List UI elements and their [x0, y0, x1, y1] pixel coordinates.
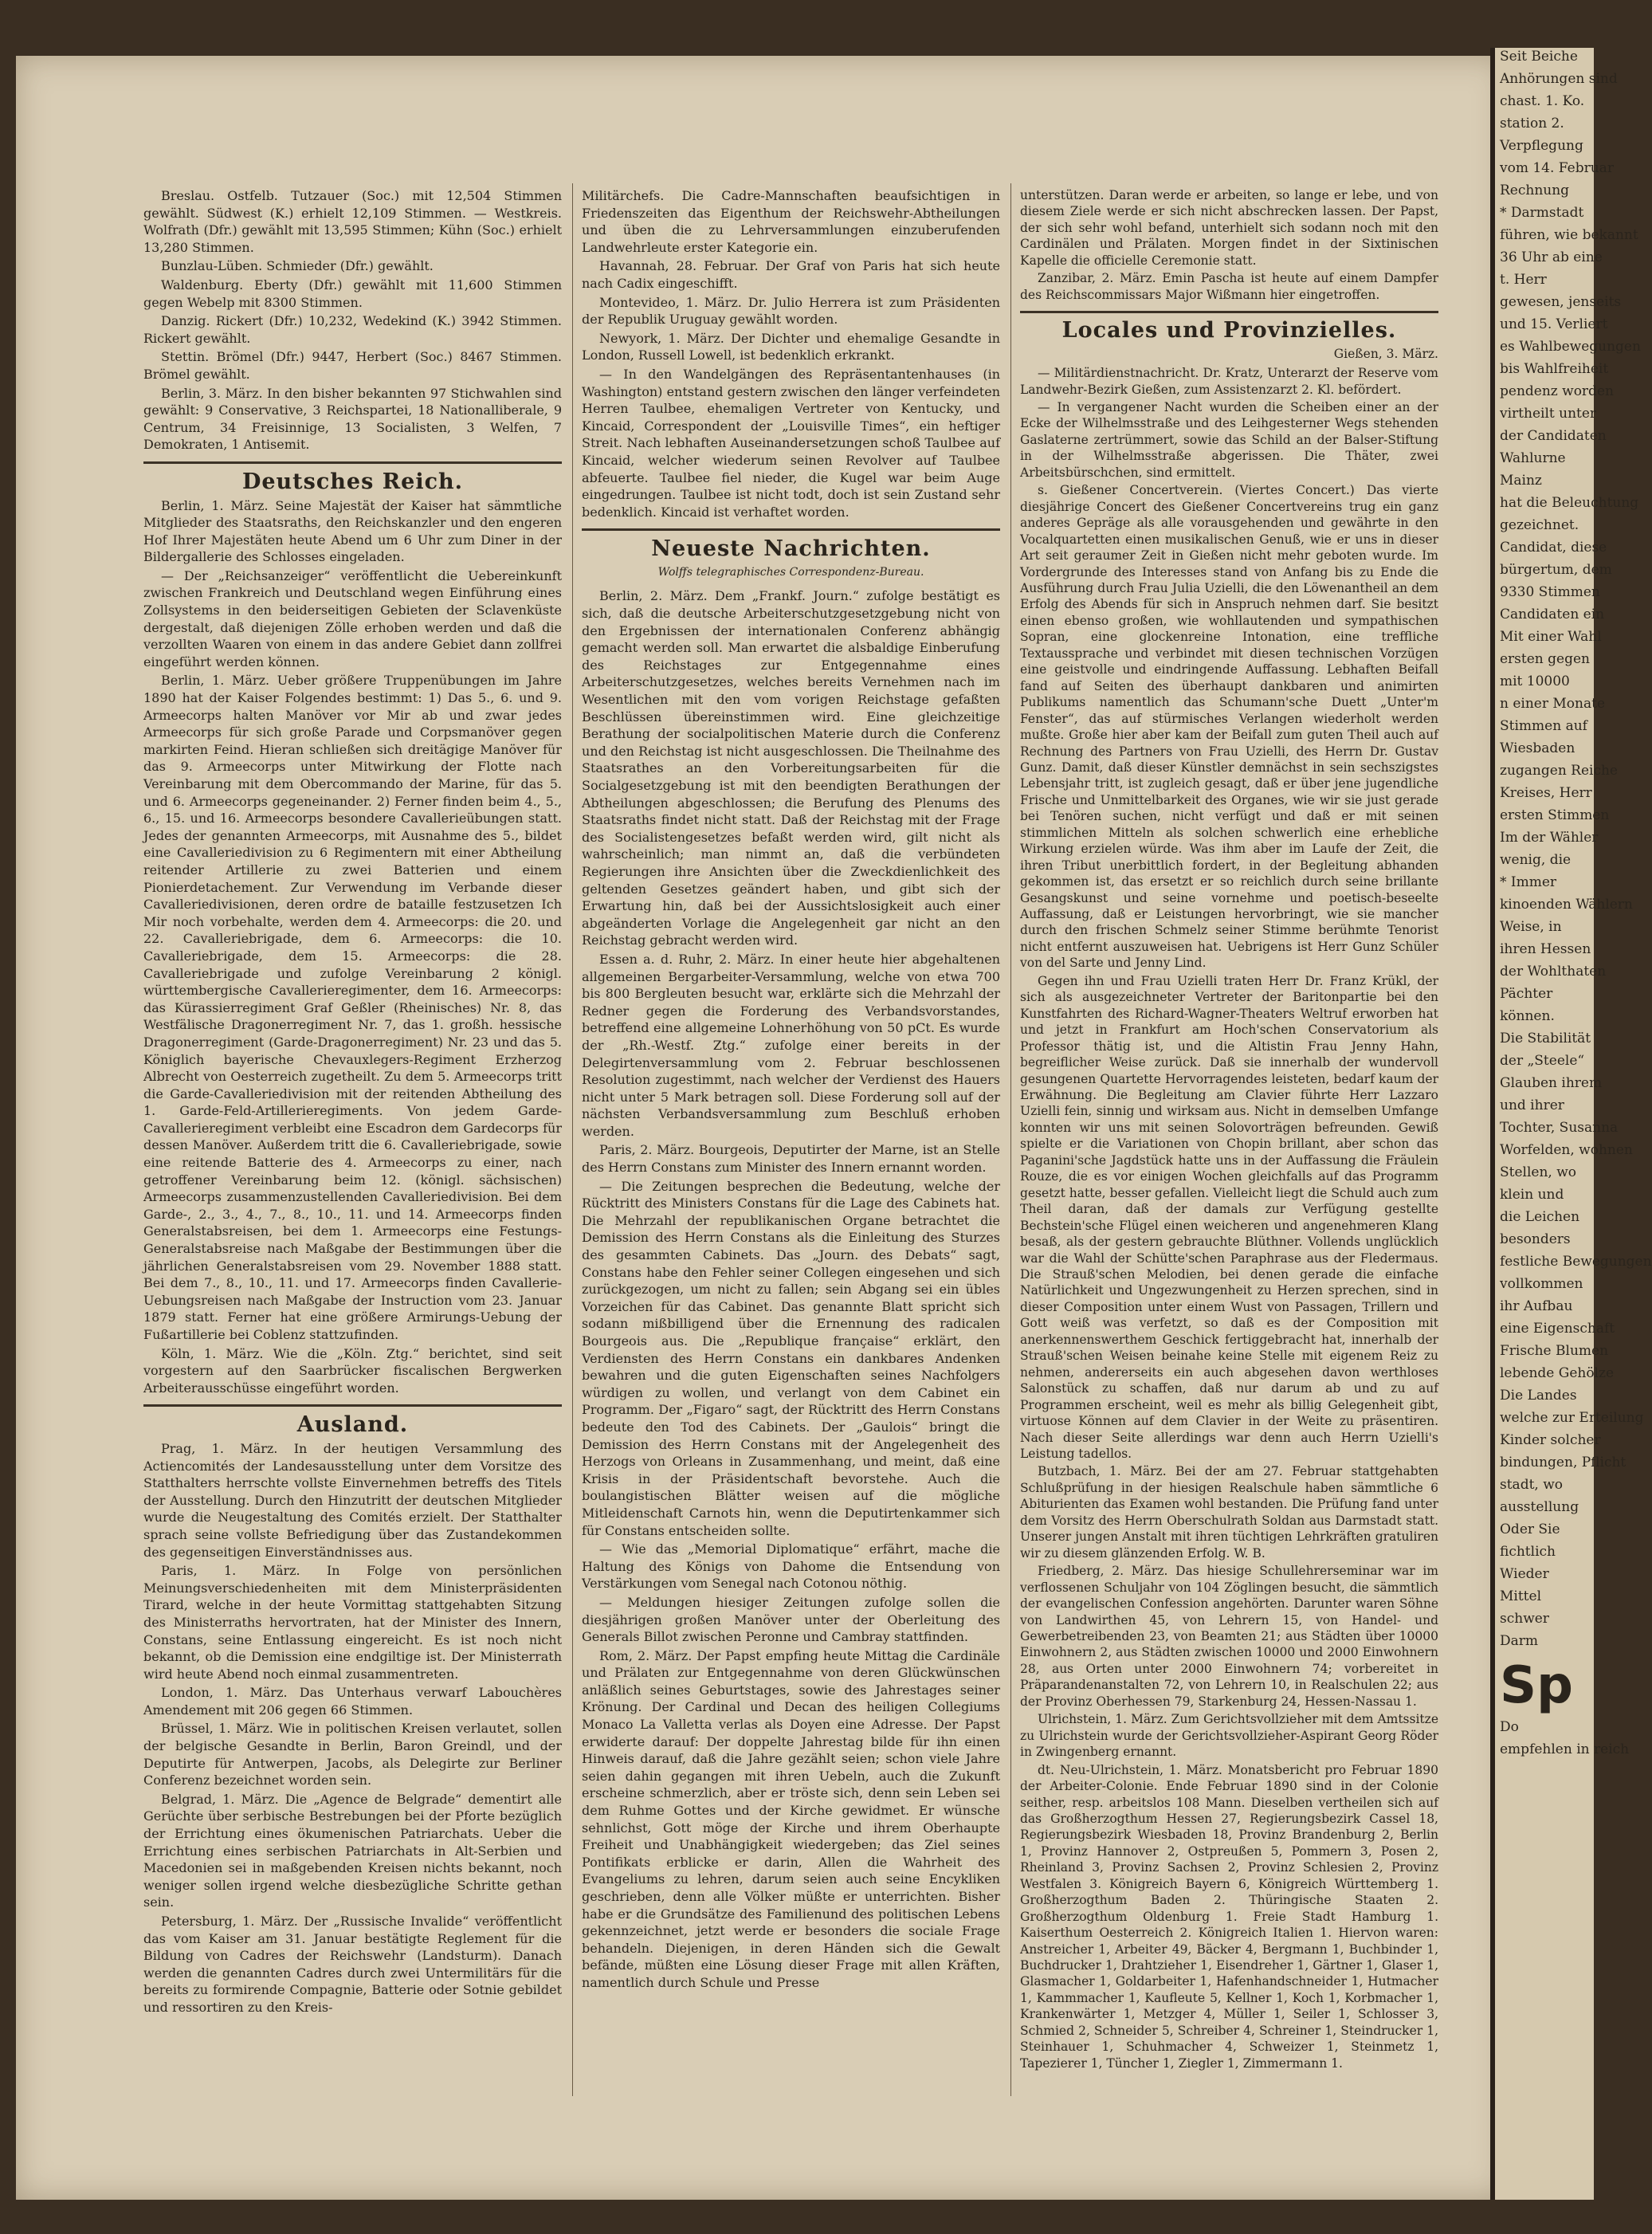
- article-paragraph: unterstützen. Daran werde er arbeiten, so lange er lebe, und von diesem Ziele werde er sich nicht abschrecken lassen. Der Papst, der sich sehr wohl befand, unterhielt sich sodann noch mit den Cardinälen und Prälaten. Morgen findet in der Sixtinischen Kapelle die officielle Ceremonie statt.: [1020, 188, 1438, 268]
- adjacent-page-fragment: zugangen Reiche: [1500, 763, 1618, 779]
- adjacent-page-fragment: und 15. Verliert: [1500, 316, 1608, 332]
- article-paragraph: — In den Wandelgängen des Repräsentantenhauses (in Washington) entstand gestern zwischen den länger verfeindeten Herren Taulbee, ehemaligen Vertreter von Kentucky, und Kincaid, Correspondent der „Louisville Times“, ein heftiger Streit. Nach lebhaften Auseinandersetzungen schoß Taulbee auf Kincaid, welcher wiederum seinen Revolver auf Taulbee abfeuerte. Taulbee fiel nieder, die Kugel war beim Auge eingedrungen. Taulbee ist nicht todt, doch ist sein Zustand sehr bedenklich. Kincaid ist verhaftet worden.: [582, 366, 1000, 520]
- adjacent-page-fragment: Sp: [1500, 1656, 1573, 1715]
- adjacent-page-fragment: Im der Wähler: [1500, 830, 1599, 846]
- election-results: [143, 187, 562, 453]
- adjacent-page-fragment: Anhörungen sind: [1500, 71, 1618, 87]
- adjacent-page-fragment: Seit Beiche: [1500, 49, 1578, 65]
- adjacent-page-fragment: vollkommen: [1500, 1276, 1583, 1292]
- article-paragraph: Petersburg, 1. März. Der „Russische Invalide“ veröffentlicht das vom Kaiser am 31. Januar bestätigte Reglement für die Bildung von Cadres der Reichswehr (Landsturm). Danach werden die genannten Cadres durch zwei Untermilitärs für die bereits zu formirende Compagnie, Batterie oder Sotnie gebildet und ressortiren zu den Kreis-: [143, 1914, 562, 2015]
- adjacent-page-fragment: und ihrer: [1500, 1097, 1564, 1113]
- article-paragraph: Brüssel, 1. März. Wie in politischen Kreisen verlautet, sollen der belgische Gesandte in Berlin, Baron Greindl, und der Deputirte für Antwerpen, Jacobs, als Delegirte zur Berliner Conferenz bezeichnet worden sein.: [143, 1721, 562, 1788]
- adjacent-page-fragment: Mittel: [1500, 1588, 1542, 1604]
- adjacent-page-fragment: besonders: [1500, 1231, 1571, 1247]
- article-paragraph: — Meldungen hiesiger Zeitungen zufolge sollen die diesjährigen großen Manöver unter der Oberleitung des Generals Billot zwischen Peronne und Cambray stattfinden.: [582, 1594, 1000, 1645]
- adjacent-page-fragment: chast. 1. Ko.: [1500, 93, 1585, 109]
- adjacent-page-fragment: Mainz: [1500, 473, 1542, 489]
- adjacent-page-fragment: der „Steele“: [1500, 1053, 1585, 1069]
- adjacent-page-fragment: station 2.: [1500, 116, 1564, 132]
- article-paragraph: Friedberg, 2. März. Das hiesige Schullehrerseminar war im verflossenen Schuljahr von 104 Zöglingen besucht, die sämmtlich der evangelischen Confession angehörten. Darunter waren Söhne von Landwirthen 45, von Lehrern 15, von Handel- und Gewerbetreibenden 23, von Beamten 21; aus Städten über 10000 Einwohnern 2, aus Städten zwischen 10000 und 2000 Einwohnern 28, aus Orten unter 2000 Einwohnern 74; vorbereitet in Präparandenanstalten 72, von Lehrern 10, in Realschulen 22; aus der Provinz Oberhessen 79, Starkenburg 24, Hessen-Nassau 1.: [1020, 1564, 1438, 1709]
- adjacent-page-fragment: pendenz worden: [1500, 383, 1614, 399]
- section-title-deutsches-reich: Deutsches Reich.: [241, 469, 464, 494]
- adjacent-page-fragment: können.: [1500, 1008, 1555, 1024]
- adjacent-page-fragment: Worfelden, wohnen: [1500, 1142, 1633, 1158]
- adjacent-page-fragment: Darm: [1500, 1633, 1539, 1649]
- article-paragraph: Paris, 2. März. Bourgeois, Deputirter der Marne, ist an Stelle des Herrn Constans zum Minister des Innern ernannt worden.: [582, 1142, 1000, 1176]
- adjacent-page-fragment: schwer: [1500, 1611, 1549, 1627]
- adjacent-page-fragment: wenig, die: [1500, 852, 1572, 868]
- dateline-giessen: Gießen, 3. März.: [1333, 346, 1438, 361]
- adjacent-page-fragment: der Wohlthaten: [1500, 964, 1607, 980]
- adjacent-page-fragment: führen, wie bekannt: [1500, 227, 1638, 243]
- adjacent-page-fragment: lebende Gehölze: [1500, 1365, 1615, 1381]
- adjacent-page-fragment: hat die Beleuchtung: [1500, 495, 1639, 511]
- adjacent-page-fragment: Verpflegung: [1500, 138, 1583, 154]
- section-divider: [582, 528, 1000, 531]
- adjacent-page-fragment: n einer Monate: [1500, 696, 1606, 712]
- adjacent-page-fragment: Candidaten ein: [1500, 607, 1605, 622]
- adjacent-page-fragment: vom 14. Februar: [1500, 160, 1614, 176]
- article-paragraph: Berlin, 2. März. Dem „Frankf. Journ.“ zufolge bestätigt es sich, daß die deutsche Arbeiterschutzgesetzgebung nicht von den Ergebnissen der internationalen Conferenz abhängig gemacht werden soll. Man erwartet die alsbaldige Einberufung des Reichstages zur Entgegennahme eines Arbeiterschutzgesetzes, welches bereits Vernehmen nach im Wesentlichen mit den vom vorigen Reichstage gefaßten Beschlüssen übereinstimmen wird. Eine gleichzeitige Berathung der socialpolitischen Materie durch die Conferenz und den Reichstag ist nicht ausgeschlossen. Die Theilnahme des Staatsrathes an den Vorbereitungsarbeiten für die Socialgesetzgebung ist mit den beendigten Berathungen der Abtheilungen abgeschlossen; die Berufung des Plenums des Staatsraths findet nicht statt. Daß der Reichstag mit der Frage des Socialistengesetzes befaßt werden wird, gilt nicht als wahrscheinlich; man nimmt an, daß die verbündeten Regierungen ihre Ansichten über die Zweckdienlichkeit des geltenden Gesetzes geändert haben, und gibt sich der Erwartung hin, daß bei der Aussichtslosigkeit auch einer abgeänderten Vorlage die Angelegenheit gar nicht an den Reichstag gebracht werden wird.: [582, 588, 1000, 948]
- article-paragraph: s. Gießener Concertverein. (Viertes Concert.) Das vierte diesjährige Concert des Gießener Concertvereins trug ein ganz anderes Gepräge als alle vorausgehenden und gewährte in den Vocalquartetten einen musikalischen Genuß, wie er uns in dieser Art seit geraumer Zeit in Gießen nicht mehr geboten wurde. Im Vordergrunde des Interesses stand von Anfang bis zu Ende die Ausführung durch Frau Julia Uzielli, die den Löwenantheil an dem Erfolg des Abends für sich in Anspruch nehmen darf. Sie besitzt einen ebenso großen, wie wohllautenden und sympathischen Sopran, eine glockenreine Intonation, eine treffliche Textaussprache und verbindet mit diesen technischen Vorzügen eine geistvolle und eindringende Auffassung. Lebhaften Beifall fand auf Seiten des überhaupt dankbaren und animirten Publikums namentlich das Schumann'sche Duett „Unter'm Fenster“, das auf stürmisches Verlangen wiederholt werden mußte. Große hier aber kam der Beifall zum guten Theil auch auf Rechnung des Partners von Frau Uzielli, des Herrn Dr. Gustav Gunz. Damit, daß dieser Künstler demnächst in sein sechszigstes Lebensjahr tritt, ist zugleich gesagt, daß er über jene jugendliche Frische und Unmittelbarkeit des Organes, wie wir sie just gerade bei Tenören suchen, nicht verfügt und daß er mit seinen stimmlichen Mitteln als solchen schwerlich eine erhebliche Wirkung erzielen würde. Was ihm aber im Laufe der Zeit, die ihren Tribut unerbittlich fordert, in der Begleitung abhanden gekommen ist, das ersetzt er so reichlich durch seine brillante Gesangskunst und seine vornehme und poetisch-beseelte Auffassung, daß er Leistungen hervorbringt, wie sie mancher durch den frischen Schmelz seiner Stimme berühmte Tenorist nicht entfernt auszuweisen hat. Uebrigens ist Herr Gunz Schüler von del Sarte und Jenny Lind.: [1020, 483, 1438, 971]
- ausland-articles: [143, 1440, 562, 2016]
- article-paragraph: — In vergangener Nacht wurden die Scheiben einer an der Ecke der Wilhelmsstraße und des Leihgesterner Wegs stehenden Gaslaterne zertrümmert, sowie das Schild an der Balser-Stiftung in der Wilhelmsstraße abgerissen. Die Thäter, zwei Arbeitsbürschchen, sind ermittelt.: [1020, 399, 1438, 480]
- article-paragraph: — Der „Reichsanzeiger“ veröffentlicht die Uebereinkunft zwischen Frankreich und Deutschland wegen Einführung eines Zollsystems in den beiderseitigen Gebieten der Sclavenküste dergestalt, daß diejenigen Zölle erhoben werden und daß die verzollten Waaren von einem in das andere Gebiet dann zollfrei eingeführt werden können.: [143, 567, 562, 669]
- section-divider: [1020, 311, 1438, 313]
- adjacent-page-edge: [1490, 48, 1652, 2200]
- adjacent-page-fragment: 36 Uhr ab eine: [1500, 249, 1603, 265]
- adjacent-page-fragment: die Leichen: [1500, 1209, 1580, 1225]
- adjacent-page-fragment: Stimmen auf: [1500, 718, 1587, 734]
- adjacent-page-fragment: es Wahlbewegungen: [1500, 339, 1641, 355]
- article-paragraph: Militärchefs. Die Cadre-Mannschaften beaufsichtigen in Friedenszeiten das Eigenthum der Reichswehr-Abtheilungen und üben die zu Lehrversammlungen einzuberufenden Landwehrleute erster Kategorie ein.: [582, 188, 1000, 255]
- adjacent-page-fragment: Do: [1500, 1719, 1519, 1735]
- article-paragraph: Berlin, 1. März. Ueber größere Truppenübungen im Jahre 1890 hat der Kaiser Folgendes bestimmt: 1) Das 5., 6. und 9. Armeecorps halten Manöver vor Mir ab und zwar jedes Armeecorps für sich große Parade und Corpsmanöver gegen markirten Feind. Hieran schließen sich dreitägige Manöver für das 9. Armeecorps unter Mitwirkung der Flotte nach Vereinbarung mit dem Obercommando der Marine, für das 5. und 6. Armeecorps gegeneinander. 2) Ferner finden beim 4., 5., 6., 15. und 16. Armeecorps besondere Cavallerieübungen statt. Jedes der genannten Armeecorps, mit Ausnahme des 5., bildet eine Cavalleriedivision zu 6 Regimentern mit einer Abtheilung reitender Artillerie zu zwei Batterien und einem Pionierdetachement. Zur Verwendung im Verbande dieser Cavalleriedivisionen, deren ordre de bataille festzusetzen Ich Mir noch vorbehalte, werden dem 4. Armeecorps: die 20. und 22. Cavalleriebrigade, dem 6. Armeecorps: die 10. Cavalleriebrigade, dem 15. Armeecorps: die 28. Cavalleriebrigade und zufolge Vereinbarung 2 königl. württembergische Cavallerieregimenter, dem 16. Armeecorps: das Kürassierregiment Graf Geßler (Rheinisches) Nr. 8, das Westfälische Dragonerregiment Nr. 7, das 1. großh. hessische Dragonerregiment (Garde-Dragonerregiment) Nr. 23 und das 5. Königlich bayerische Chevauxlegers-Regiment Erzherzog Albrecht von Oesterreich zugetheilt. Zu dem 5. Armeecorps tritt die Garde-Cavalleriedivision mit der reitenden Abtheilung des 1. Garde-Feld-Artillerieregiments. Von jedem Garde-Cavallerieregiment verbleibt eine Escadron dem Gardecorps für dessen Manöver. Außerdem tritt die 6. Cavalleriebrigade, sowie eine reitende Batterie des 4. Armeecorps zu einer, nach getroffener Vereinbarung beim 12. (königl. sächsischen) Armeecorps zusammenzustellenden Cavalleriedivision. Bei dem Garde-, 2., 3., 4., 7., 8., 10., 11. und 14. Armeecorps finden Generalstabsreisen, bei dem 1. Armeecorps eine Festungs-Generalstabsreise nach Maßgabe der Bestimmungen über die jährlichen Generalstabsreisen vom 29. November 1888 statt. Bei dem 7., 8., 10., 11. und 17. Armeecorps finden Cavallerie-Uebungsreisen nach Maßgabe der Instruction vom 23. Januar 1879 statt. Ferner hat eine größere Armirungs-Uebung der Fußartillerie bei Coblenz stattzufinden.: [143, 673, 562, 1342]
- column-3: [1020, 187, 1438, 2073]
- election-paragraph: Bunzlau-Lüben. Schmieder (Dfr.) gewählt.: [161, 258, 434, 274]
- article-paragraph: Montevideo, 1. März. Dr. Julio Herrera ist zum Präsidenten der Republik Uruguay gewählt worden.: [582, 294, 1000, 328]
- adjacent-page-fragment: t. Herr: [1500, 272, 1547, 288]
- adjacent-page-fragment: Wieder: [1500, 1566, 1549, 1582]
- article-paragraph: Ulrichstein, 1. März. Zum Gerichtsvollzieher mit dem Amtssitze zu Ulrichstein wurde der Gerichtsvollzieher-Aspirant Georg Röder in Zwingenberg ernannt.: [1020, 1712, 1438, 1760]
- article-paragraph: Berlin, 1. März. Seine Majestät der Kaiser hat sämmtliche Mitglieder des Staatsraths, den Reichskanzler und den engeren Hof Ihrer Majestäten heute Abend um 6 Uhr zum Diner in der Bildergallerie des Schlosses eingeladen.: [143, 497, 562, 565]
- adjacent-page-fragment: Die Stabilität: [1500, 1031, 1591, 1046]
- column-rule-2: [1010, 183, 1011, 2096]
- election-paragraph: Breslau. Ostfelb. Tutzauer (Soc.) mit 12,504 Stimmen gewählt. Südwest (K.) erhielt 12,109 Stimmen. — Westkreis. Wolfrath (Dfr.) gewählt mit 13,595 Stimmen; Kühn (Soc.) erhielt 13,280 Stimmen.: [143, 188, 562, 255]
- adjacent-page-fragment: fichtlich: [1500, 1544, 1556, 1560]
- article-paragraph: Köln, 1. März. Wie die „Köln. Ztg.“ berichtet, sind seit vorgestern auf den Saarbrücker fiscalischen Bergwerken Arbeiterausschüsse eingeführt worden.: [143, 1345, 562, 1396]
- article-paragraph: Zanzibar, 2. März. Emin Pascha ist heute auf einem Dampfer des Reichscommissars Major Wißmann hier eingetroffen.: [1020, 271, 1438, 302]
- article-paragraph: Belgrad, 1. März. Die „Agence de Belgrade“ dementirt alle Gerüchte über serbische Bestrebungen bei der Pforte bezüglich der Errichtung eines ökumenischen Patriarchats. Ueber die Errichtung eines serbischen Patriarchats in Alt-Serbien und Macedonien sei in maßgebenden Kreisen nichts bekannt, noch weniger sollen irgend welche diesbezügliche Schritte gethan sein.: [143, 1791, 562, 1910]
- adjacent-page-fragment: Weise, in: [1500, 919, 1562, 935]
- adjacent-page-fragment: empfehlen in reich: [1500, 1741, 1630, 1757]
- adjacent-page-fragment: Mit einer Wahl: [1500, 629, 1602, 645]
- locales-articles: [1020, 365, 1438, 2071]
- adjacent-page-fragment: der Candidaten: [1500, 428, 1607, 444]
- article-paragraph: dt. Neu-Ulrichstein, 1. März. Monatsbericht pro Februar 1890 der Arbeiter-Colonie. Ende Februar 1890 sind in der Colonie seither, resp. arbeitslos 108 Mann. Dieselben vertheilen sich auf das Großherzogthum Hessen 27, Regierungsbezirk Cassel 18, Regierungsbezirk Wiesbaden 18, Provinz Brandenburg 2, Berlin 1, Provinz Hannover 2, Ostpreußen 5, Pommern 3, Posen 2, Rheinland 3, Provinz Sachsen 2, Provinz Schlesien 2, Provinz Westfalen 3. Königreich Bayern 6, Königreich Württemberg 1. Großherzogthum Baden 2. Thüringische Staaten 2. Großherzogthum Oldenburg 1. Freie Stadt Hamburg 1. Kaiserthum Oesterreich 2. Königreich Italien 1. Hiervon waren: Anstreicher 1, Arbeiter 49, Bäcker 4, Bergmann 1, Buchbinder 1, Buchdrucker 1, Drahtzieher 1, Eisendreher 1, Gärtner 1, Glaser 1, Glasmacher 1, Goldarbeiter 1, Hafenhandschneider 1, Hutmacher 1, Kammmacher 1, Kaufleute 5, Kellner 1, Koch 1, Korbmacher 1, Krankenwärter 1, Metzger 4, Müller 1, Seiler 1, Schlosser 3, Schmied 2, Schneider 5, Schreiber 4, Schreiner 1, Steindrucker 1, Steinhauer 1, Schuhmacher 4, Schweizer 1, Steinmetz 1, Tapezierer 1, Tüncher 1, Ziegler 1, Zimmermann 1.: [1020, 1762, 1438, 2071]
- adjacent-page-fragment: ihren Hessen: [1500, 941, 1591, 957]
- article-paragraph: — Die Zeitungen besprechen die Bedeutung, welche der Rücktritt des Ministers Constans für die Lage des Cabinets hat. Die Mehrzahl der republikanischen Organe betrachtet die Demission des Herrn Constans als die Einleitung des Sturzes des gesammten Cabinets. Das „Journ. des Debats“ sagt, Constans habe den Fehler seiner Collegen eingesehen und sich zurückgezogen, um nicht zu fallen; sein Abgang sei ein übles Vorzeichen für das Cabinet. Das genannte Blatt spricht sich sodann mißbilligend über die Ernennung des radicalen Bourgeois aus. Die „Republique française“ erklärt, den Verdiensten des Herrn Constans ein dankbares Andenken bewahren und die guten Eigenschaften seines Nachfolgers würdigen zu wollen, und verlangt von dem Cabinet ein Programm. Der „Figaro“ sagt, der Rücktritt des Herrn Constans bedeute den Tod des Cabinets. Der „Gaulois“ bringt die Demission des Herrn Constans mit der Angelegenheit des Herzogs von Orleans in Zusammenhang, und meint, daß eine Krisis in der Präsidentschaft bevorstehe. Auch die boulangistischen Blätter weisen auf die mögliche Mitleidenschaft Carnots hin, wenn die Deputirtenkammer sich für Constans entscheiden sollte.: [582, 1178, 1000, 1538]
- article-paragraph: Paris, 1. März. In Folge von persönlichen Meinungsverschiedenheiten mit dem Ministerpräsidenten Tirard, welche in der heute Vormittag stattgehabten Sitzung des Ministerraths hervortraten, hat der Minister des Innern, Constans, seine Entlassung eingereicht. Es ist noch nicht bekannt, ob die Demission eine endgiltige ist. Der Ministerrath wird heute Abend noch einmal zusammentreten.: [143, 1563, 562, 1682]
- section-subtitle-wolff-bureau: Wolffs telegraphisches Correspondenz-Bureau.: [657, 565, 924, 579]
- section-divider: [143, 1404, 562, 1407]
- adjacent-page-fragment: * Immer: [1500, 874, 1557, 890]
- adjacent-page-fragment: eine Eigenschaft: [1500, 1321, 1615, 1337]
- section-title-neueste-nachrichten: Neueste Nachrichten.: [651, 536, 931, 562]
- rome-zanzibar-news: [1020, 187, 1438, 303]
- election-paragraph: Berlin, 3. März. In den bisher bekannten 97 Stichwahlen sind gewählt: 9 Conservative, 3 Reichspartei, 18 Nationalliberale, 9 Centrum, 34 Freisinnige, 13 Socialisten, 3 Welfen, 7 Demokraten, 1 Antisemit.: [143, 385, 562, 453]
- adjacent-page-fragment: Die Landes: [1500, 1388, 1577, 1404]
- adjacent-page-fragment: Frische Blumen: [1500, 1343, 1609, 1359]
- article-paragraph: — Wie das „Memorial Diplomatique“ erfährt, mache die Haltung des Königs von Dahome die Entsendung von Verstärkungen vom Senegal nach Cotonou nöthig.: [582, 1541, 1000, 1592]
- adjacent-page-fragment: * Darmstadt: [1500, 205, 1584, 221]
- deutsches-reich-articles: [143, 497, 562, 1397]
- election-paragraph: Waldenburg. Eberty (Dfr.) gewählt mit 11,600 Stimmen gegen Webelp mit 8300 Stimmen.: [143, 277, 562, 310]
- adjacent-page-fragment: Pächter: [1500, 986, 1553, 1002]
- article-paragraph: Newyork, 1. März. Der Dichter und ehemalige Gesandte in London, Russell Lowell, ist bedenklich erkrankt.: [582, 330, 1000, 363]
- adjacent-page-fragment: welche zur Erteilung: [1500, 1410, 1644, 1426]
- adjacent-page-fragment: klein und: [1500, 1187, 1564, 1203]
- adjacent-page-fragment: gezeichnet.: [1500, 517, 1579, 533]
- article-paragraph: Butzbach, 1. März. Bei der am 27. Februar stattgehabten Schlußprüfung in der hiesigen Realschule haben sämmtliche 6 Abiturienten das Examen wohl bestanden. Die Prüfung fand unter dem Vorsitz des Herrn Oberschulrath Soldan aus Darmstadt statt. Unserer jungen Anstalt mit ihren tüchtigen Lehrkräften gratuliren wir zu diesem glänzenden Erfolg. W. B.: [1020, 1464, 1438, 1561]
- adjacent-page-fragment: Stellen, wo: [1500, 1164, 1577, 1180]
- article-paragraph: London, 1. März. Das Unterhaus verwarf Labouchères Amendement mit 206 gegen 66 Stimmen.: [143, 1685, 562, 1718]
- adjacent-page-fragment: gewesen, jenseits: [1500, 294, 1622, 310]
- adjacent-page-fragment: ihr Aufbau: [1500, 1298, 1573, 1314]
- column-1: [143, 187, 562, 2018]
- article-paragraph: — Militärdienstnachricht. Dr. Kratz, Unterarzt der Reserve vom Landwehr-Bezirk Gießen, zum Assistenzarzt 2. Kl. befördert.: [1020, 366, 1438, 397]
- adjacent-page-fragment: bindungen, Pflicht: [1500, 1455, 1626, 1470]
- adjacent-page-fragment: Tochter, Susanna: [1500, 1120, 1619, 1136]
- article-paragraph: Prag, 1. März. In der heutigen Versammlung des Actiencomités der Landesausstellung unter dem Vorsitze des Statthalters herrschte vollste Einvernehmen betreffs des Titels der Ausstellung. Durch den Hinzutritt der deutschen Mitglieder wurde die Neugestaltung des Comités erzielt. Der Statthalter sprach seine vollste Befriedigung über das Zustandekommen des gegenseitigen Einverständnisses aus.: [143, 1440, 562, 1560]
- neueste-nachrichten-articles: [582, 587, 1000, 1991]
- adjacent-page-fragment: stadt, wo: [1500, 1477, 1563, 1493]
- adjacent-page-fragment: Oder Sie: [1500, 1521, 1560, 1537]
- adjacent-page-fragment: ersten gegen: [1500, 651, 1590, 667]
- adjacent-page-fragment: ausstellung: [1500, 1499, 1579, 1515]
- adjacent-page-fragment: bürgertum, dem: [1500, 562, 1612, 578]
- election-paragraph: Stettin. Brömel (Dfr.) 9447, Herbert (Soc.) 8467 Stimmen. Brömel gewählt.: [143, 349, 562, 382]
- adjacent-page-fragment: festliche Bewegungen: [1500, 1254, 1652, 1270]
- section-title-ausland: Ausland.: [296, 1412, 409, 1438]
- column-2: [582, 187, 1000, 1993]
- adjacent-page-fragment: ersten Stimmen: [1500, 807, 1610, 823]
- article-paragraph: Havannah, 28. Februar. Der Graf von Paris hat sich heute nach Cadix eingeschifft.: [582, 258, 1000, 291]
- adjacent-page-fragments: [1495, 48, 1652, 1758]
- adjacent-page-fragment: Kinder solcher: [1500, 1432, 1601, 1448]
- adjacent-page-fragment: Wiesbaden: [1500, 740, 1575, 756]
- adjacent-page-fragment: mit 10000: [1500, 673, 1570, 689]
- election-paragraph: Danzig. Rickert (Dfr.) 10,232, Wedekind (K.) 3942 Stimmen. Rickert gewählt.: [143, 313, 562, 346]
- adjacent-page-fragment: kinoenden Wählern: [1500, 897, 1633, 913]
- section-title-locales: Locales und Provinzielles.: [1061, 318, 1397, 344]
- adjacent-page-fragment: Kreises, Herr: [1500, 785, 1592, 801]
- article-paragraph: Gegen ihn und Frau Uzielli traten Herr Dr. Franz Krükl, der sich als ausgezeichneter Vertreter der Baritonpartie bei den Kunstfahrten des Richard-Wagner-Theaters Weltruf erworben hat und jetzt in Frankfurt am Hoch'schen Conservatorium als Professor thätig ist, und die Altistin Frau Jenny Hahn, begreiflicher Weise zurück. Daß sie innerhalb der wundervoll gesungenen Quartette Hervorragendes leisteten, bedarf kaum der Erwähnung. Die Begleitung am Clavier führte Herr Lazzaro Uzielli fein, sinnig und wirksam aus. Nicht in demselben Umfange konnten wir uns mit seinen Solovorträgen befreunden. Gewiß spielte er die Variationen von Chopin brillant, aber schon das Paganini'sche Jagdstück hatte uns in der Auffassung die Fräulein Rouze, die es vor einigen Wochen gleichfalls auf das Programm gesetzt hatte, besser gefallen. Vielleicht liegt die Schuld auch zum Theil daran, daß der damals zur Verfügung gestellte Bechstein'sche Flügel einen weicheren und angenehmeren Klang besaß, als der gestern gebrauchte Blüthner. Vollends unglücklich war die Wahl der Schütte'schen Paraphrase aus der Fledermaus. Die Strauß'schen Melodien, bei denen gerade die einfache Natürlichkeit und Ungezwungenheit zu Herzen sprechen, sind in dieser Composition unter einem Wust von Passagen, Trillern und Gott weiß was verfetzt, so daß es der Composition mit anerkennenswerthem Geschick fertiggebracht hat, innerhalb der Strauß'schen Weisen beinahe keine Stelle mit eigenem Reiz zu nehmen, andererseits ein auch abgesehen davon werthloses Salonstück zu schaffen, daß nur darum ab und zu auf Programmen erscheint, weil es mehr als billig Gelegenheit gibt, virtuose Können auf dem Clavier in der Weite zu präsentiren. Nach dieser Seite allerdings war denn auch Herrn Uzielli's Leistung tadellos.: [1020, 973, 1438, 1461]
- article-paragraph: Essen a. d. Ruhr, 2. März. In einer heute hier abgehaltenen allgemeinen Bergarbeiter-Versammlung, welche von etwa 700 bis 800 Bergleuten besucht war, erklärte sich die Mehrzahl der Redner gegen die Forderung des Verbandsvorstandes, betreffend eine allgemeine Lohnerhöhung von 50 pCt. Es wurde der „Rh.-Westf. Ztg.“ zufolge einer bereits in der Delegirtenversammlung vom 2. Februar beschlossenen Resolution zugestimmt, nach welcher der Verdienst des Hauers nicht unter 5 Mark betragen soll. Diese Forderung soll auf der nächsten Verbandsversammlung zum Beschluß erhoben werden.: [582, 951, 1000, 1139]
- foreign-news-continued: [582, 187, 1000, 520]
- adjacent-page-fragment: 9330 Stimmen: [1500, 584, 1600, 600]
- column-rule-1: [572, 183, 573, 2096]
- adjacent-page-fragment: Wahlurne: [1500, 450, 1566, 466]
- adjacent-page-fragment: Rechnung: [1500, 183, 1570, 198]
- adjacent-page-fragment: Candidat, diese: [1500, 540, 1607, 556]
- adjacent-page-fragment: bis Wahlfreiheit: [1500, 361, 1609, 377]
- section-divider: [143, 461, 562, 464]
- adjacent-page-fragment: virtheilt unter: [1500, 406, 1597, 422]
- adjacent-page-fragment: Glauben ihrem: [1500, 1075, 1603, 1091]
- article-paragraph: Rom, 2. März. Der Papst empfing heute Mittag die Cardinäle und Prälaten zur Entgegennahme von deren Glückwünschen anläßlich seines Geburtstages, sowie des Jahrestages seiner Krönung. Der Cardinal und Decan des heiligen Collegiums Monaco La Valletta verlas als Doyen eine Adresse. Der Papst erwiderte darauf: Der doppelte Jahrestag bilde für ihn einen Hinweis darauf, daß die Jahre gezählt seien; schon viele Jahre seien dahin gegangen mit ihren Uebeln, auch die Zukunft erscheine schmerzlich, aber er tröste sich, denn sein Leben sei dem Ruhme Gottes und der Kirche gewidmet. Er wünsche sehnlichst, Gott möge der Kirche und ihrem Oberhaupte Freiheit und Unabhängigkeit wiedergeben; das Ziel seines Pontifikats erblicke er darin, Allen die Wahrheit des Evangeliums zu lehren, darum seien auch seine Encykliken geschrieben, denn alle Völker müßte er unterrichten. Bisher habe er die Grundsätze des Familienund des politischen Lebens gekennzeichnet, jetzt werde er besonders die sociale Frage behandeln. Diejenigen, in deren Händen sich die Gewalt befände, müßten eine Lösung dieser Frage mit allen Kräften, namentlich durch Schule und Presse: [582, 1647, 1000, 1990]
